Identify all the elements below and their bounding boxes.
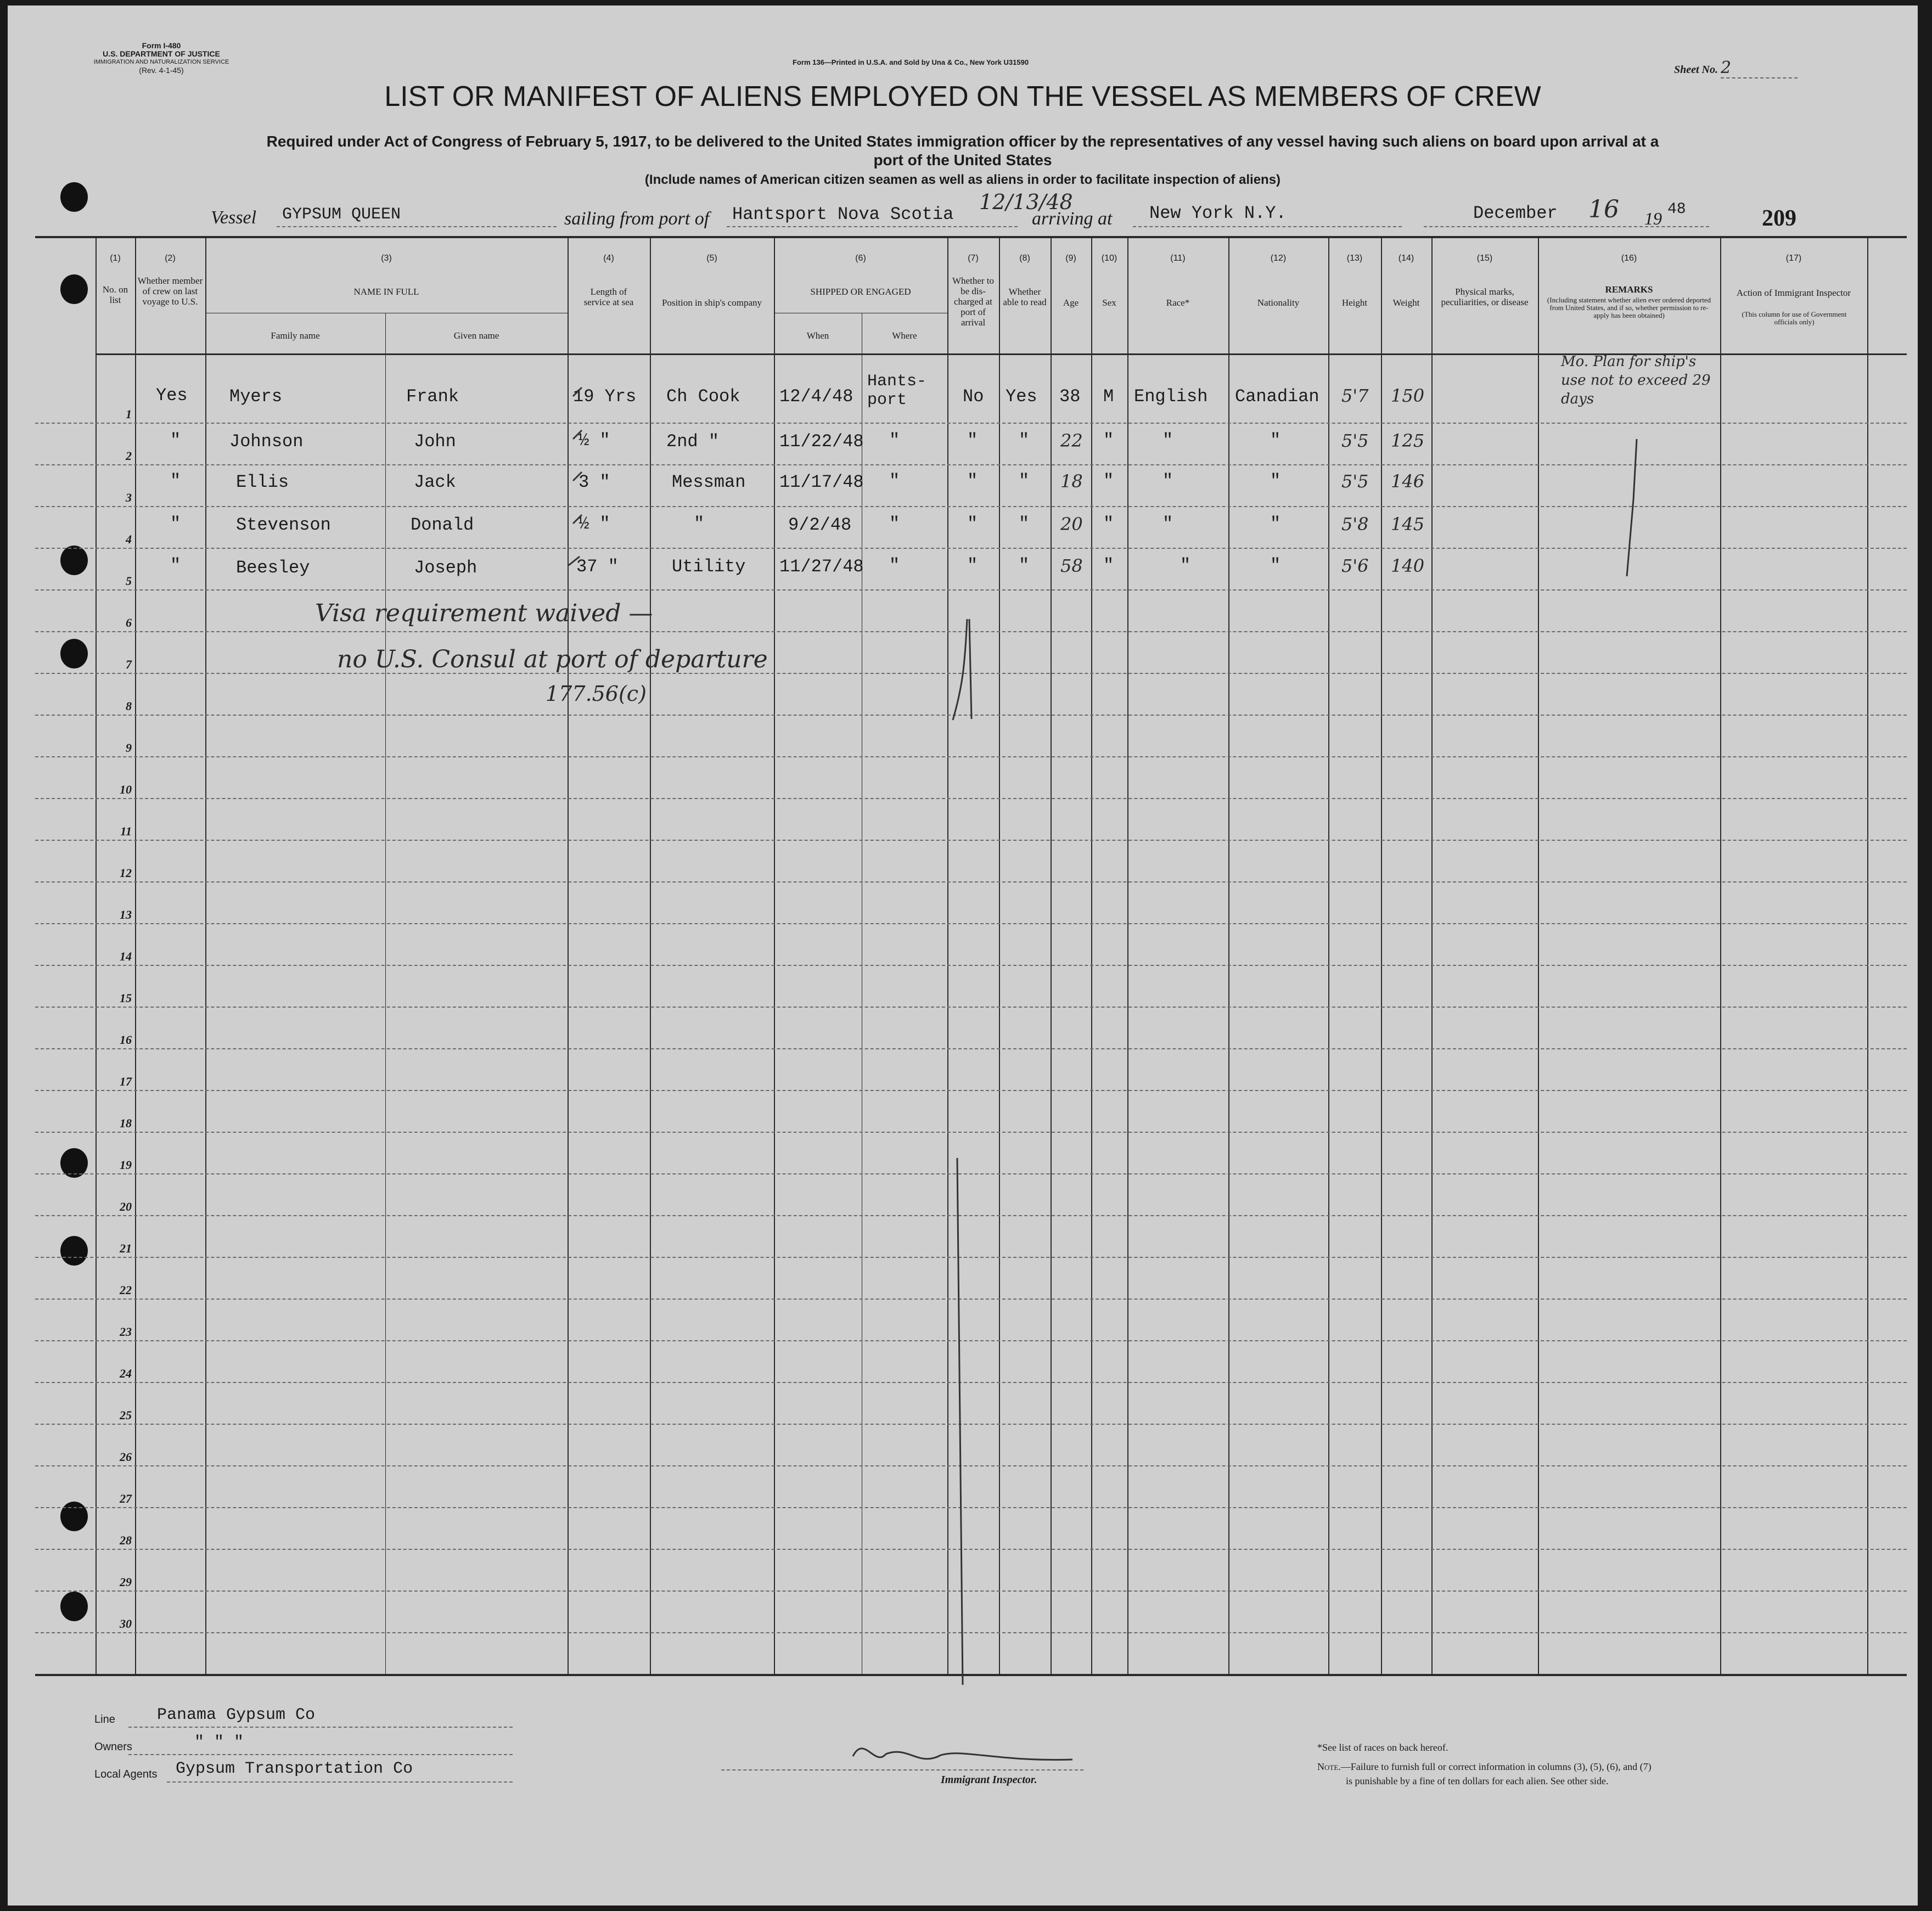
cell-discharged: No	[963, 386, 984, 407]
cell-where: "	[889, 471, 900, 491]
cell-given-name: Jack	[414, 472, 456, 492]
cell-discharged: "	[967, 430, 978, 451]
vessel-name: GYPSUM QUEEN	[282, 205, 401, 224]
row-number: 3	[126, 491, 132, 504]
col-header-age: Age	[1063, 297, 1079, 308]
row-number: 4	[126, 532, 132, 546]
owners-value: " " "	[194, 1733, 244, 1752]
col-header-no-on-list: No. on list	[102, 284, 128, 305]
vessel-label: Vessel	[211, 207, 257, 228]
signature-stroke	[853, 1749, 1072, 1760]
cell-last-voyage: Yes	[156, 385, 188, 406]
row-number: 12	[120, 866, 132, 880]
col-header-remarks-note: (Including statement whether alien ever ordered deported from United States, and if so, whether permission to re-apply has been obtained)	[1547, 296, 1711, 319]
owners-underline	[128, 1754, 513, 1755]
cell-race: "	[1162, 430, 1173, 451]
sheet-number-label: Sheet No.	[1674, 64, 1718, 76]
cell-last-voyage: "	[170, 555, 181, 576]
stamp-number: 209	[1762, 206, 1796, 231]
cell-last-voyage: "	[170, 471, 181, 491]
row-number: 15	[120, 991, 132, 1005]
row-number: 10	[120, 783, 132, 796]
visa-waiver-note-line-2: no U.S. Consul at port of departure	[337, 645, 768, 673]
col-number-17: (17)	[1785, 254, 1802, 263]
cell-position: Messman	[672, 472, 746, 492]
note-line-2	[1317, 1774, 1652, 1788]
cell-weight: 150	[1391, 385, 1425, 406]
agents-label: Local Agents	[94, 1768, 158, 1780]
col-header-weight: Weight	[1392, 297, 1420, 308]
row-number: 17	[120, 1075, 132, 1088]
cell-height: 5'6	[1341, 555, 1369, 576]
row-number: 30	[120, 1617, 132, 1631]
row-number: 28	[120, 1533, 132, 1547]
year-suffix: 48	[1667, 201, 1686, 218]
cell-when: 9/2/48	[788, 515, 852, 535]
arrival-day: 16	[1588, 195, 1619, 223]
cell-family-name: Stevenson	[236, 515, 331, 535]
col-number-9: (9)	[1065, 254, 1076, 263]
col-number-16: (16)	[1621, 254, 1637, 263]
col-header-able-to-read: Whether able to read	[1003, 286, 1047, 307]
col-header-inspector-action: Action of Immigrant Inspector	[1736, 288, 1851, 298]
cell-nationality: "	[1270, 430, 1281, 451]
col-number-7: (7)	[968, 254, 979, 263]
cell-where: "	[889, 555, 900, 576]
cell-height: 5'5	[1341, 471, 1369, 492]
races-note: *See list of races on back hereof.	[1317, 1742, 1448, 1753]
row-number: 8	[126, 699, 132, 713]
page-title: LIST OR MANIFEST OF ALIENS EMPLOYED ON THE VESSEL AS MEMBERS OF CREW	[384, 81, 1541, 113]
cell-able-to-read: "	[1019, 471, 1030, 491]
cell-sex: "	[1103, 555, 1114, 576]
cell-nationality: Canadian	[1235, 386, 1319, 407]
line-label: Line	[94, 1713, 115, 1725]
row-number: 21	[120, 1241, 132, 1255]
agents-value: Gypsum Transportation Co	[176, 1760, 413, 1778]
visa-waiver-note-line-3: 177.56(c)	[546, 682, 647, 706]
row-number: 29	[120, 1575, 132, 1589]
cell-race: English	[1134, 386, 1208, 407]
cell-family-name: Myers	[229, 386, 283, 407]
service-tick-marks	[569, 387, 582, 565]
col-header-sex: Sex	[1102, 297, 1116, 308]
form-number: Form I-480	[142, 41, 181, 50]
row-number: 27	[120, 1492, 132, 1505]
col-number-13: (13)	[1346, 254, 1363, 263]
cell-height: 5'7	[1341, 385, 1369, 406]
cell-service: 19 Yrs	[573, 386, 637, 407]
col-header-inspector-note: (This column for use of Government officials only)	[1742, 310, 1847, 326]
subtitle-1: Required under Act of Congress of February 5, 1917, to be delivered to the United States immigration officer by the representatives of any vessel having such aliens on board upon arrival at a	[266, 133, 1659, 150]
subtitle-3: (Include names of American citizen seamen as well as aliens in order to facilitate inspection of aliens)	[644, 172, 1281, 187]
cell-when: 12/4/48	[779, 386, 853, 407]
note-line-1	[1317, 1760, 1652, 1774]
cell-discharged: "	[967, 514, 978, 534]
col-header-given-name: Given name	[453, 330, 499, 341]
sheet-number-value: 2	[1721, 58, 1798, 78]
row-number: 11	[120, 824, 132, 838]
col-header-where: Where	[892, 330, 917, 341]
cell-family-name: Beesley	[236, 558, 310, 578]
cell-service: 37 "	[576, 557, 619, 577]
remarks-handwritten-text: Mo. Plan for ship's use not to exceed 29 days	[1561, 353, 1711, 407]
cell-race: "	[1162, 514, 1173, 534]
col-number-15: (15)	[1476, 254, 1493, 263]
row-number: 25	[120, 1408, 132, 1422]
col-number-11: (11)	[1170, 254, 1186, 263]
col-number-3: (3)	[381, 254, 392, 263]
col-number-8: (8)	[1019, 254, 1030, 263]
cell-discharged: "	[967, 555, 978, 576]
cell-last-voyage: "	[170, 430, 181, 451]
cell-family-name: Johnson	[229, 431, 304, 452]
cell-when: 11/22/48	[779, 431, 864, 452]
cell-sex: M	[1103, 386, 1114, 407]
line-value: Panama Gypsum Co	[157, 1706, 316, 1724]
col-header-position: Position in ship's company	[661, 297, 762, 308]
col-number-5: (5)	[706, 254, 717, 263]
inspector-label: Immigrant Inspector.	[941, 1774, 1037, 1786]
visa-waiver-note-line-1: Visa requirement waived —	[315, 599, 653, 627]
row-number: 14	[120, 949, 132, 963]
service-name: IMMIGRATION AND NATURALIZATION SERVICE	[93, 59, 229, 65]
line-underline	[128, 1727, 513, 1728]
cell-race: "	[1180, 555, 1191, 576]
cell-age: 20	[1060, 514, 1083, 535]
row-number: 24	[120, 1367, 132, 1380]
col-number-6: (6)	[855, 254, 866, 263]
arrival-month: December	[1473, 203, 1558, 223]
col-header-last-voyage: Whether member of crew on last voyage to U.S.	[137, 276, 203, 307]
cell-able-to-read: Yes	[1006, 386, 1037, 407]
cell-able-to-read: "	[1019, 555, 1030, 576]
cell-nationality: "	[1270, 514, 1281, 534]
printer-line: Form 136—Printed in U.S.A. and Sold by Una & Co., New York U31590	[793, 58, 1029, 66]
col-header-service: Length of service at sea	[583, 286, 634, 307]
department-name: U.S. DEPARTMENT OF JUSTICE	[103, 49, 220, 58]
col-header-physical-marks: Physical marks, peculiarities, or disease	[1441, 286, 1529, 307]
cell-given-name: John	[414, 431, 456, 452]
cell-position: Ch Cook	[666, 386, 740, 407]
cell-service: ½ "	[579, 514, 610, 534]
cell-age: 18	[1060, 471, 1083, 492]
subtitle-2: port of the United States	[873, 151, 1052, 168]
row-number: 16	[120, 1033, 132, 1047]
row-number: 26	[120, 1450, 132, 1464]
col-header-shipped: SHIPPED OR ENGAGED	[810, 286, 911, 297]
cell-position: 2nd "	[666, 431, 720, 452]
col-header-race: Race*	[1166, 297, 1190, 308]
cell-age: 22	[1060, 430, 1083, 451]
cell-age: 38	[1059, 386, 1081, 407]
cell-last-voyage: "	[170, 514, 181, 534]
note-body-2: is punishable by a fine of ten dollars for each alien. See other side.	[1346, 1775, 1609, 1786]
col-number-10: (10)	[1101, 254, 1117, 263]
row-number: 1	[126, 407, 132, 421]
cell-able-to-read: "	[1019, 430, 1030, 451]
col-number-14: (14)	[1398, 254, 1414, 263]
col-number-1: (1)	[110, 254, 121, 263]
annotation-strokes	[8, 5, 1918, 1906]
arriving-label: arriving at	[1032, 209, 1113, 229]
sailing-port: Hantsport Nova Scotia	[732, 204, 954, 224]
cell-weight: 125	[1391, 430, 1425, 451]
cell-nationality: "	[1270, 555, 1281, 576]
cell-position: Utility	[672, 557, 746, 577]
note-body-1: —Failure to furnish full or correct information in columns (3), (5), (6), and (7)	[1340, 1761, 1652, 1772]
row-number: 6	[126, 616, 132, 629]
cell-age: 58	[1060, 555, 1083, 576]
note-text	[1317, 1760, 1652, 1788]
row-number: 7	[126, 657, 132, 671]
cell-service: 3 "	[579, 472, 610, 492]
col-header-name-in-full: NAME IN FULL	[353, 286, 419, 297]
col-header-family-name: Family name	[271, 330, 320, 341]
cell-height: 5'5	[1341, 430, 1369, 451]
cell-discharged: "	[967, 471, 978, 491]
remarks-line	[1627, 439, 1637, 576]
arrival-port: New York N.Y.	[1149, 203, 1287, 223]
owners-label: Owners	[94, 1741, 132, 1753]
cell-when: 11/17/48	[779, 472, 864, 492]
form-revision: (Rev. 4-1-45)	[139, 66, 184, 75]
col-number-2: (2)	[165, 254, 176, 263]
row-number: 13	[120, 908, 132, 921]
cell-given-name: Frank	[406, 386, 459, 407]
cell-weight: 145	[1391, 514, 1425, 535]
cell-where: "	[889, 514, 900, 534]
row-number: 9	[126, 741, 132, 755]
cell-given-name: Joseph	[414, 558, 478, 578]
cell-family-name: Ellis	[236, 472, 289, 492]
row-number: 18	[120, 1116, 132, 1130]
col-header-nationality: Nationality	[1257, 297, 1300, 308]
manifest-sheet	[8, 5, 1918, 1906]
col-header-height: Height	[1341, 297, 1368, 308]
cell-sex: "	[1103, 430, 1114, 451]
note-label: Note.	[1317, 1761, 1341, 1772]
row-number: 20	[120, 1200, 132, 1213]
sailing-label: sailing from port of	[564, 209, 710, 229]
signature-line	[721, 1769, 1083, 1771]
cell-weight: 146	[1391, 471, 1425, 492]
col-header-when: When	[806, 330, 829, 341]
bracket-line	[953, 619, 971, 1685]
row-number: 23	[120, 1325, 132, 1339]
col-number-4: (4)	[603, 254, 614, 263]
cell-able-to-read: "	[1019, 514, 1030, 534]
year-prefix: 19	[1644, 209, 1662, 228]
cell-given-name: Donald	[411, 515, 474, 535]
cell-weight: 140	[1391, 555, 1425, 576]
cell-height: 5'8	[1341, 514, 1369, 535]
row-number: 5	[126, 574, 132, 588]
row-number: 22	[120, 1283, 132, 1297]
col-number-12: (12)	[1270, 254, 1287, 263]
cell-where-text: Hants-port	[867, 372, 927, 409]
col-header-remarks: REMARKS	[1605, 284, 1653, 295]
cell-nationality: "	[1270, 471, 1281, 491]
cell-where: "	[889, 430, 900, 451]
cell-when: 11/27/48	[779, 557, 864, 577]
row-number: 19	[120, 1158, 132, 1172]
sailing-date-handwritten: 12/13/48	[979, 190, 1073, 214]
cell-service: ½ "	[579, 430, 610, 451]
col-header-discharged: Whether to be dis-charged at port of arrival	[952, 276, 994, 328]
agents-underline	[167, 1781, 513, 1783]
cell-sex: "	[1103, 514, 1114, 534]
cell-sex: "	[1103, 471, 1114, 491]
cell-race: "	[1162, 471, 1173, 491]
row-number: 2	[126, 449, 132, 463]
cell-position: "	[694, 514, 705, 534]
